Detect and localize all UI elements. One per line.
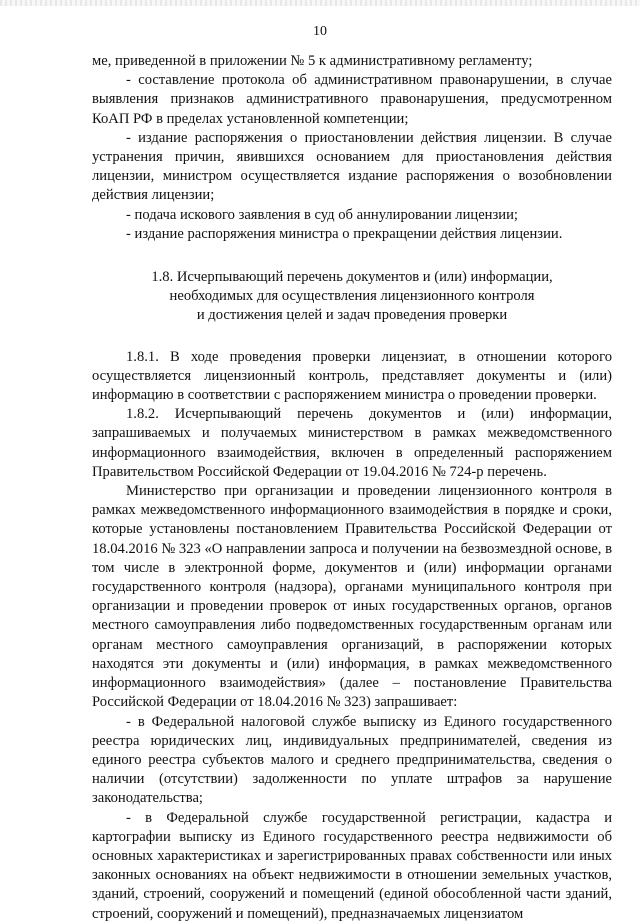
paragraph-ministry-requests: Министерство при организации и проведении лицензионного контроля в рамках межведомственного информационного взаимодействия в порядке и сроки, которые установлены постановлением Правительства Российской Федерации от 18.04.2016 № 323 «О направлении запроса и получении на безвозмездной основе, в том числе в электронной форме, документов и (или) информации органами государственного контроля (надзора), органами муниципального контроля при организации и проведении проверок от иных государственных органов, органов местного самоуправления либо подведомственных государственным органам или органам местного самоуправления организаций, в распоряжении которых находятся эти документы и (или) информация, в рамках межведомственного информационного взаимодействия» (далее – постановление Правительства Российской Федерации от 18.04.2016 № 323) запрашивает: [92, 483, 612, 711]
section-heading [92, 268, 612, 326]
list-item-suspension: - издание распоряжения о приостановлении действия лицензии. В случае устранения причин, явившихся основанием для приостановления действия лицензии, министром осуществляется издание распоряжения о возобновлении действия лицензии; [92, 129, 612, 204]
paragraph-1-8-1: 1.8.1. В ходе проведения проверки лицензиат, в отношении которого осуществляется лицензионный контроль, представляет документы и (или) информацию в соответствии с распоряжением министра о проведении проверки. [92, 348, 612, 404]
list-item-termination: - издание распоряжения министра о прекращении действия лицензии. [126, 225, 563, 242]
list-item-lawsuit: - подача искового заявления в суд об аннулировании лицензии; [126, 206, 518, 223]
heading-line-3: и достижения целей и задач проведения проверки [196, 307, 508, 324]
document-body [92, 52, 612, 924]
heading-line-2: необходимых для осуществления лицензионного контроля [169, 288, 535, 305]
page-number: 10 [313, 24, 327, 39]
list-item-tax-service: - в Федеральной налоговой службе выписку из Единого государственного реестра юридических лиц, индивидуальных предпринимателей, сведения из единого реестра субъектов малого и среднего предпринимательства, сведения о наличии (отсутствии) задолженности по уплате штрафов за нарушение законодательства; [92, 713, 612, 807]
paragraph-continuation: ме, приведенной в приложении № 5 к административному регламенту; [92, 53, 533, 69]
paragraph-1-8-2: 1.8.2. Исчерпывающий перечень документов и (или) информации, запрашиваемых и получаемых министерством в рамках межведомственного информационного взаимодействия, включен в определенный распоряжением Правительством Российской Федерации от 19.04.2016 № 724-р перечень. [92, 406, 612, 480]
scan-edge [0, 0, 640, 6]
list-item-registration-service: - в Федеральной службе государственной регистрации, кадастра и картографии выписку из Единого государственного реестра недвижимости об основных характеристиках и зарегистрированных правах собственности или иных законных основаниях на объект недвижимости в отношении земельных участков, зданий, строений, сооружений и помещений (единой обособленной части зданий, строений, сооружений и помещений), предназначаемых лицензиатом [92, 809, 612, 922]
heading-line-1: 1.8. Исчерпывающий перечень документов и (или) информации, [151, 269, 553, 286]
list-item-protocol: - составление протокола об административном правонарушении, в случае выявления признаков административного правонарушения, предусмотренном КоАП РФ в пределах установленной компетенции; [92, 72, 612, 127]
